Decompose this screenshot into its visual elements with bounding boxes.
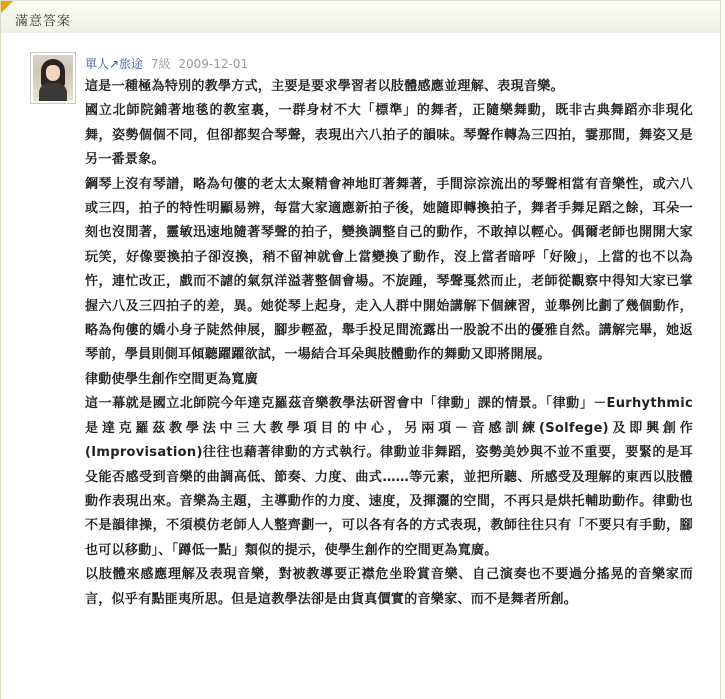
answer-date: 2009-12-01 bbox=[178, 57, 249, 71]
answer-paragraph: 國立北師院鋪著地毯的教室裏，一群身材不大「標準」的舞者，正隨樂舞動，既非古典舞蹈亦非現化舞，姿勢個個不同，但卻都契合琴聲，表現出六八拍子的韻味。琴聲作轉為三四拍，霎那間，舞姿又是另一番景象。 bbox=[85, 103, 693, 168]
answer-body bbox=[85, 75, 693, 612]
answer-header bbox=[0, 0, 721, 34]
answer-panel bbox=[0, 33, 721, 699]
user-level: 7級 bbox=[150, 57, 171, 71]
answer-paragraph: 以肢體來感應理解及表現音樂，對被教導要正襟危坐聆賞音樂、自己演奏也不要過分搖晃的音樂家而言，似乎有點匪夷所思。但是這教學法卻是由貨真價實的音樂家、而不是舞者所創。 bbox=[85, 567, 693, 607]
avatar[interactable] bbox=[30, 52, 76, 104]
avatar-image bbox=[33, 55, 73, 101]
section-heading: 律動使學生創作空間更為寬廣 bbox=[85, 371, 258, 387]
answer-paragraph: 這一幕就是國立北師院今年達克羅茲音樂教學法研習會中「律動」課的情景。「律動」－Eurhythmic是達克羅茲教學法中三大教學項目的中心，另兩項－音感訓練(Solfege)及即興創作(Improvisation)往往也藉著律動的方式執行。律動並非舞蹈，姿勢美妙與不並不重要，要緊的是耳殳能否感受到音樂的曲調高低、節奏、力度、曲式……等元素，並把所聽、所感受及理解的東西以肢體動作表現出來。音樂為主題，主導動作的力度、速度，及揮灑的空間，不再只是烘托輔助動作。律動也不是韻律操，不須模仿老師人人整齊劃一，可以各有各的方式表現，教師往往只有「不要只有手動，腳也可以移動」、「蹲低一點」類似的提示，使學生創作的空間更為寬廣。 bbox=[85, 396, 693, 558]
username-link[interactable]: 單人↗旅途 bbox=[85, 57, 144, 71]
corner-flag-icon bbox=[1, 1, 13, 13]
answer-paragraph: 鋼琴上沒有琴譜，略為句僂的老太太聚精會神地盯著舞著，手間淙淙流出的琴聲相當有音樂性，或六八或三四，拍子的特性明顯易辨，每當大家適應新拍子後，她隨即轉換拍子，舞者手舞足蹈之餘，耳朵一刻也沒閒著，靈敏迅速地隨著琴聲的拍子，變換調整自己的動作，不敢掉以輕心。偶爾老師也開開大家玩笑，好像要換拍子卻沒換，稍不留神就會上當變換了動作，沒上當者暗呼「好險」，上當的也不以為忤，連忙改正，戲而不謔的氣氛洋溢著整個會場。不旋踵，琴聲戛然而止，老師從觀察中得知大家已掌握六八及三四拍子的差，異。她從琴上起身，走入人群中開始講解下個練習，並舉例比劃了幾個動作，略為佝僂的嬌小身子陡然伸展，腳步輕盈，舉手投足間流露出一股說不出的優雅自然。講解完畢，她返琴前，學員則側耳傾聽躍躍欲試，一場結合耳朵與肢體動作的舞動又即將開展。 bbox=[85, 176, 693, 363]
header-title: 滿意答案 bbox=[15, 14, 72, 29]
answer-paragraph: 這是一種極為特別的教學方式，主要是要求學習者以肢體感應並理解、表現音樂。 bbox=[85, 79, 564, 94]
answer-meta bbox=[85, 55, 248, 72]
